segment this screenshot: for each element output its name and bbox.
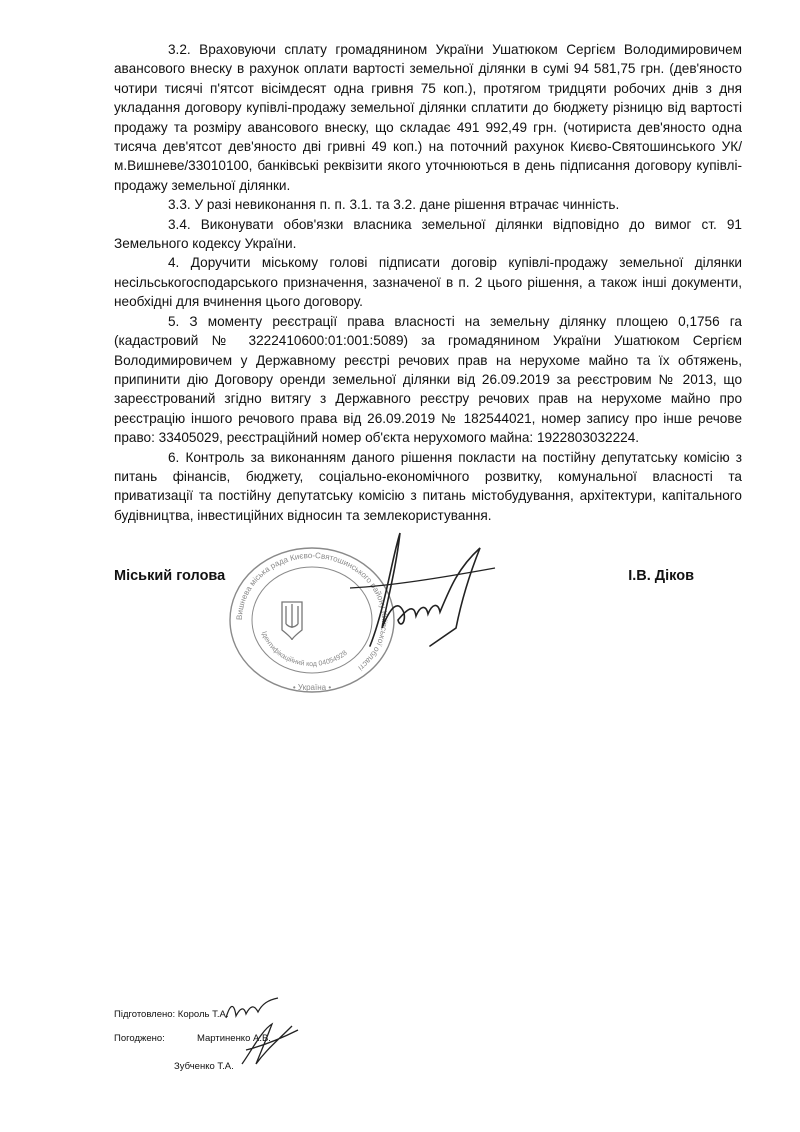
paragraph-6: 6. Контроль за виконанням даного рішення покласти на постійну депутатську комісію з питань фінансів, бюджету, соціально-економічного розвитку, комунальної власності та приватизації та постійну депутатську комісію з питань містобудування, архітектури, капітального будівництва, інвестиційних відносин та землекористування. xyxy=(114,449,742,523)
svg-text:Вишнева міська рада Києво-Свят: Вишнева міська рада Києво-Святошинського району Київської області xyxy=(234,550,390,673)
paragraph-3-2: 3.2. Враховуючи сплату громадянином України Ушатюком Сергієм Володимировичем авансового внеску в рахунок оплати вартості земельної ділянки в сумі 94 581,75 грн. (дев'яносто чотири тисячі п'ятсот вісімдесят одна гривня 75 коп.), протягом тридцяти робочих днів з дня укладання договору купівлі-продажу земельної ділянки сплатити до бюджету різницю від вартості продажу та розміру авансового внеску, що складає 491 992,49 грн. (чотириста дев'яносто одна тисяча дев'ятсот дев'яносто дві гривні 49 коп.) на поточний рахунок Києво-Святошинського УК/м.Вишневе/33010100, банківські реквізити якого уточнюються в день підписання договору купівлі-продажу земельної ділянки. xyxy=(114,42,742,193)
paragraph-4: 4. Доручити міському голові підписати договір купівлі-продажу земельної ділянки несільськогосподарського призначення, зазначеної в п. 2 цього рішення, а також інші документи, необхідні для вчинення цього договору. xyxy=(114,255,742,310)
mayor-position: Міський голова xyxy=(114,568,226,584)
mayor-signature xyxy=(330,528,500,648)
agreed-signature xyxy=(232,1020,302,1070)
svg-text:• Україна •: • Україна • xyxy=(292,683,332,692)
mayor-name: І.В. Діков xyxy=(628,568,694,584)
paragraph-3-3: 3.3. У разі невиконання п. п. 3.1. та 3.2. дане рішення втрачає чинність. xyxy=(168,197,620,213)
paragraph-5: 5. З моменту реєстрації права власності на земельну ділянку площею 0,1756 га (кадастровий № 3222410600:01:001:5089) за громадянином України Ушатюком Сергієм Володимировичем у Державному реєстрі речових прав на нерухоме майно та їх обтяжень, припинити дію Договору оренди земельної ділянки від 26.09.2019 за реєстровим № 2013, що зареєстрований згідно витягу з Державного реєстру речових прав на нерухоме майно про реєстрацію іншого речового права від 26.09.2019 № 182544021, номер запису про інше речове право: 33405029, реєстраційний номер об'єкта нерухомого майна: 1922803032224. xyxy=(114,313,742,446)
document-body xyxy=(114,40,742,525)
agreed-label: Погоджено: xyxy=(114,1033,165,1044)
prepared-by: Підготовлено: Король Т.А. xyxy=(114,1009,229,1020)
paragraph-3-4: 3.4. Виконувати обов'язки власника земельної ділянки відповідно до вимог ст. 91 Земельного кодексу України. xyxy=(114,216,742,252)
agreed-person-1: Мартиненко А.В. xyxy=(197,1033,271,1044)
agreed-person-2: Зубченко Т.А. xyxy=(174,1061,234,1072)
svg-text:Ідентифікаційний код 04054928: Ідентифікаційний код 04054928 xyxy=(259,630,349,669)
coat-of-arms-icon xyxy=(282,602,302,640)
